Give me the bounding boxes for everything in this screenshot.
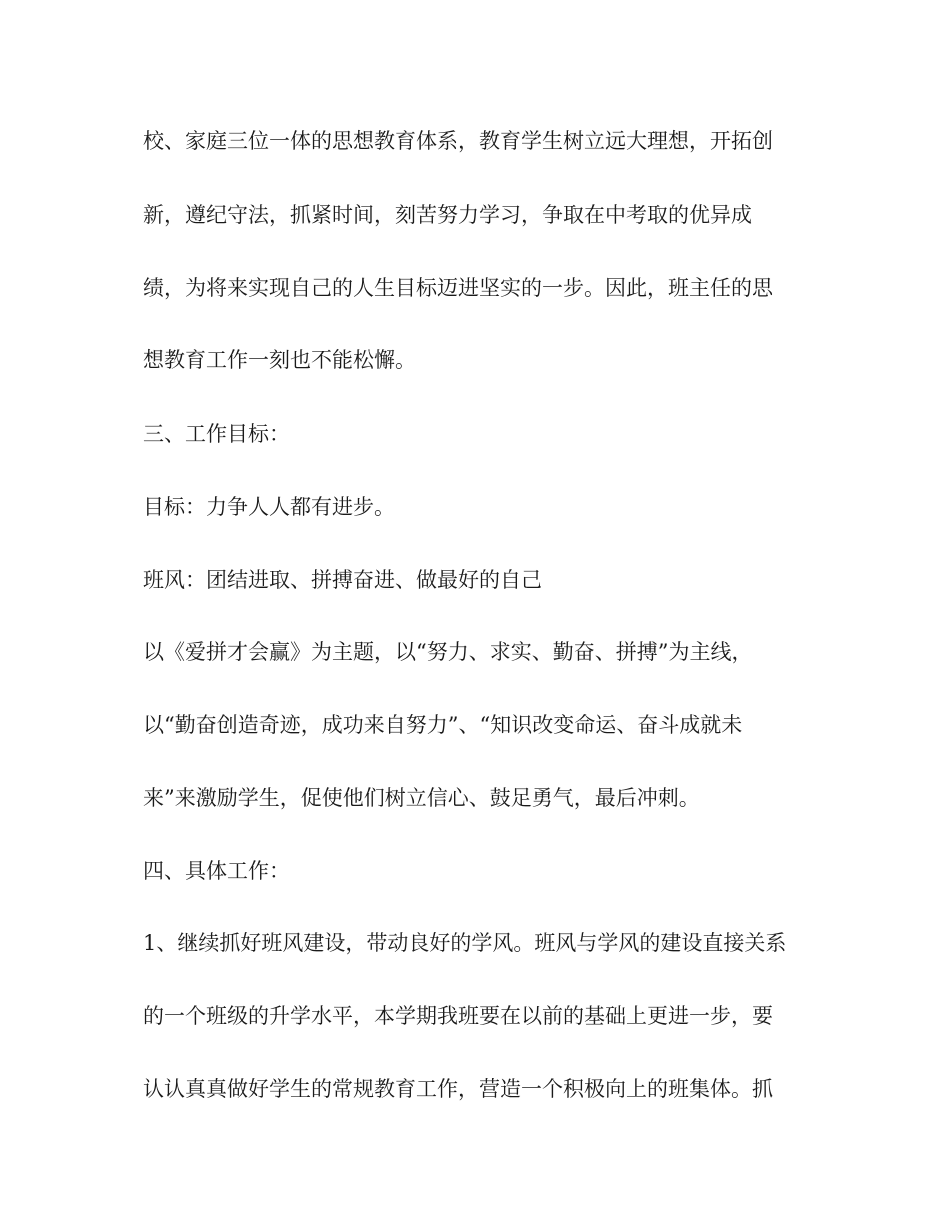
paragraph-line: 来”来激励学生，促使他们树立信心、鼓足勇气，最后冲刺。 xyxy=(143,786,700,810)
section-heading: 四、具体工作： xyxy=(143,859,290,883)
paragraph-line: 新，遵纪守法，抓紧时间，刻苦努力学习，争取在中考取的优异成 xyxy=(143,203,752,227)
paragraph-line: 的一个班级的升学水平，本学期我班要在以前的基础上更进一步，要 xyxy=(143,1004,773,1028)
paragraph-line: 想教育工作一刻也不能松懈。 xyxy=(143,348,416,372)
paragraph-line: 以《爱拼才会赢》为主题，以“努力、求实、勤奋、拼搏”为主线， xyxy=(143,640,753,664)
paragraph-line: 认认真真做好学生的常规教育工作，营造一个积极向上的班集体。抓 xyxy=(143,1077,773,1101)
section-heading: 三、工作目标： xyxy=(143,422,290,446)
paragraph-line: 校、家庭三位一体的思想教育体系，教育学生树立远大理想，开拓创 xyxy=(143,129,773,153)
paragraph-line: 1、继续抓好班风建设，带动良好的学风。班风与学风的建设直接关系 xyxy=(143,931,787,955)
paragraph-line: 班风：团结进取、拼搏奋进、做最好的自己 xyxy=(143,568,542,592)
paragraph-line: 目标：力争人人都有进步。 xyxy=(143,495,395,519)
paragraph-line: 绩，为将来实现自己的人生目标迈进坚实的一步。因此，班主任的思 xyxy=(143,276,773,300)
paragraph-line: 以“勤奋创造奇迹，成功来自努力”、“知识改变命运、奋斗成就未 xyxy=(143,713,743,737)
